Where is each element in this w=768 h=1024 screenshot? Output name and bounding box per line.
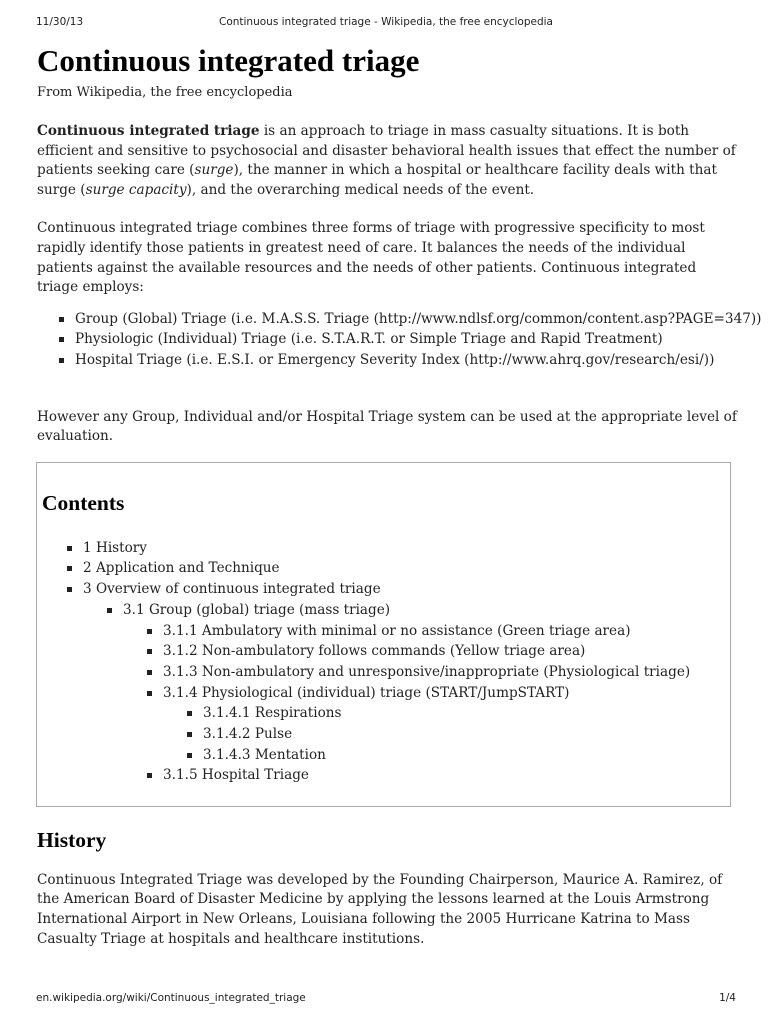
toc-item-label[interactable]: 3.1.5 Hospital Triage (163, 767, 309, 784)
history-paragraph: Continuous Integrated Triage was developed by the Founding Chairperson, Maurice A. Ramirez, of the American Board of Disaster Medicine by applying the lessons learned at the Louis Armstrong International Airport in New Orleans, Louisiana following the 2005 Hurricane Katrina to Mass Casualty Triage at hospitals and healthcare institutions. (37, 871, 723, 947)
toc-sublist (83, 600, 690, 786)
intro-text-c: ), and the overarching medical needs of the event. (186, 181, 535, 198)
toc-item-label[interactable]: 2 Application and Technique (83, 560, 280, 577)
toc-sublist (163, 703, 690, 765)
toc-item-label[interactable]: 3.1.3 Non-ambulatory and unresponsive/inappropriate (Physiological triage) (163, 663, 691, 680)
toc-item-application[interactable] (83, 558, 690, 579)
intro-text-b: ), the manner in which a hospital or healthcare facility deals with that surge ( (37, 162, 717, 198)
evaluation-paragraph: However any Group, Individual and/or Hospital Triage system can be used at the appropriate level of evaluation. (37, 408, 737, 445)
article-subtitle: From Wikipedia, the free encyclopedia (37, 85, 293, 100)
toc-item-label[interactable]: 3.1.2 Non-ambulatory follows commands (Yellow triage area) (163, 643, 586, 660)
list-spacer (37, 371, 737, 408)
toc-item-label[interactable]: 3.1.1 Ambulatory with minimal or no assistance (Green triage area) (163, 622, 631, 639)
toc-item-history[interactable] (83, 538, 690, 559)
toc-sublist (123, 621, 690, 787)
toc-heading: Contents (42, 490, 125, 515)
intro-bold-term: Continuous integrated triage (37, 123, 260, 139)
intro-text-a: is an approach to triage in mass casualty situations. It is both efficient and sensitive to psychosocial and disaster behavioral health issues that effect the number of patients seeking care ( (37, 123, 736, 179)
article-title: Continuous integrated triage (37, 43, 420, 78)
list-item: Group (Global) Triage (i.e. M.A.S.S. Triage (http://www.ndlsf.org/common/content.asp?PAGE=347)) (75, 309, 737, 330)
list-item: Hospital Triage (i.e. E.S.I. or Emergency Severity Index (http://www.ahrq.gov/research/esi/)) (75, 350, 737, 371)
toc-item-label[interactable]: 3.1 Group (global) triage (mass triage) (123, 601, 391, 618)
toc-item-respirations[interactable] (203, 703, 690, 724)
list-item: Physiologic (Individual) Triage (i.e. S.T.A.R.T. or Simple Triage and Rapid Treatment) (75, 329, 737, 350)
intro-italic-surge-capacity: surge capacity (85, 181, 187, 198)
print-page-number: 1/4 (719, 992, 736, 1004)
triage-description-paragraph: Continuous integrated triage combines three forms of triage with progressive specificity to most rapidly identify those patients in greatest need of care. It balances the needs of the individual patients against the available resources and the needs of other patients. Continuous integrated triage employs: (37, 220, 705, 296)
history-heading: History (37, 827, 107, 852)
toc-item-group-triage[interactable] (123, 600, 690, 786)
toc-item-non-ambulatory[interactable] (163, 641, 690, 662)
toc-item-label[interactable]: 3.1.4.1 Respirations (203, 705, 342, 722)
toc-item-hospital-triage[interactable] (163, 765, 690, 786)
print-footer (36, 992, 736, 1006)
toc-item-pulse[interactable] (203, 724, 690, 745)
print-url: en.wikipedia.org/wiki/Continuous_integrated_triage (36, 992, 306, 1004)
toc-item-mentation[interactable] (203, 745, 690, 766)
intro-italic-surge: surge (194, 162, 234, 179)
print-header (36, 16, 736, 30)
toc-item-overview[interactable] (83, 579, 690, 786)
table-of-contents (36, 462, 731, 807)
toc-list (83, 538, 690, 786)
triage-types-list (37, 309, 762, 371)
toc-item-label[interactable]: 1 History (83, 539, 147, 556)
toc-item-unresponsive[interactable] (163, 662, 690, 683)
print-page-title: Continuous integrated triage - Wikipedia, the free encyclopedia (218, 16, 553, 28)
toc-item-label[interactable]: 3.1.4.2 Pulse (203, 726, 293, 743)
article-content (37, 42, 762, 949)
toc-item-label[interactable]: 3.1.4.3 Mentation (203, 746, 326, 763)
print-date: 11/30/13 (36, 16, 84, 28)
toc-item-label[interactable]: 3 Overview of continuous integrated triage (83, 581, 381, 598)
toc-item-physiological[interactable] (163, 683, 690, 766)
toc-item-ambulatory[interactable] (163, 621, 690, 642)
intro-paragraph (37, 122, 737, 200)
toc-item-label[interactable]: 3.1.4 Physiological (individual) triage (START/JumpSTART) (163, 684, 570, 701)
